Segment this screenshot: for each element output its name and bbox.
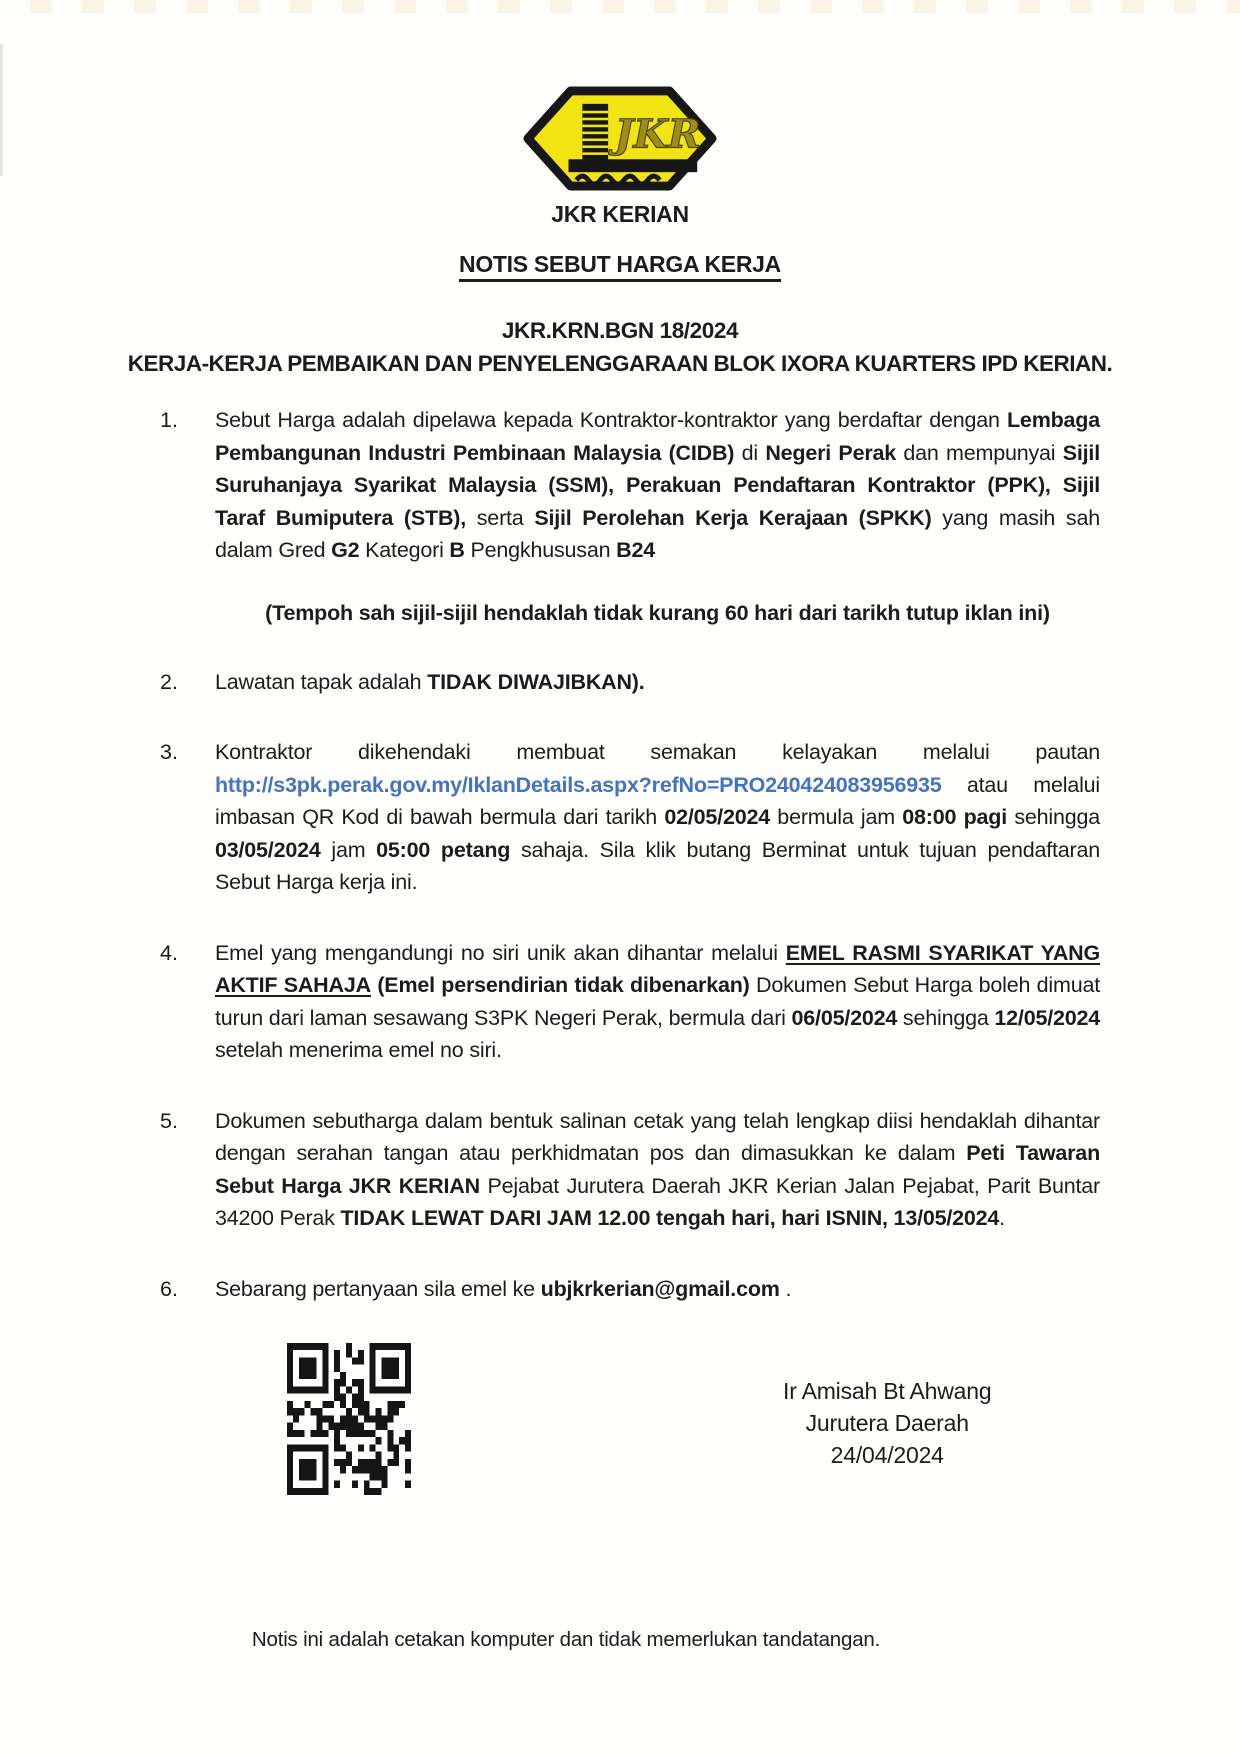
validity-note: (Tempoh sah sijil-sijil hendaklah tidak kurang 60 hari dari tarikh tutup iklan ini) <box>265 600 1050 625</box>
text-segment: 06/05/2024 <box>791 1005 898 1030</box>
text-segment: Dokumen sebutharga dalam bentuk salinan cetak yang telah lengkap diisi hendaklah dihantar dengan serahan tangan atau perkhidmatan pos dan dimasukkan ke dalam <box>215 1108 1100 1165</box>
list-item-text <box>215 404 1100 567</box>
text-segment: Peti Tawaran Sebut Harga JKR KERIAN <box>215 1141 1100 1198</box>
logo-jkr-text: JKR <box>614 111 701 158</box>
list-item-number: 1. <box>160 408 178 432</box>
text-segment: sehingga <box>897 1005 995 1030</box>
text-segment: serta <box>466 505 535 530</box>
text-segment: G2 <box>331 538 360 562</box>
signature-date: 24/04/2024 <box>830 1442 944 1468</box>
signature-block <box>783 1375 991 1471</box>
text-segment: Lawatan tapak adalah <box>215 669 428 694</box>
list-item <box>160 666 1100 699</box>
notice-header <box>0 0 1240 282</box>
list-item <box>160 404 1100 567</box>
list-item-number: 5. <box>160 1108 178 1133</box>
list-item-text <box>215 937 1100 1067</box>
text-segment: ubjkrkerian@gmail.com <box>540 1276 780 1301</box>
list-item-number: 3. <box>160 740 178 764</box>
text-segment: EMEL RASMI SYARIKAT YANG AKTIF SAHAJA <box>215 940 1100 997</box>
text-segment: sehingga <box>1007 805 1100 829</box>
list-item <box>160 1273 1100 1306</box>
text-segment: dan mempunyai <box>896 440 1063 465</box>
list-item <box>160 1105 1100 1235</box>
text-segment: 02/05/2024 <box>664 805 770 829</box>
signatory-title: Jurutera Daerah <box>805 1410 969 1436</box>
logo-beam <box>569 159 698 172</box>
list-item-number: 2. <box>160 669 178 694</box>
text-segment: Sijil Suruhanjaya Syarikat Malaysia (SSM), Perakuan Pendaftaran Kontraktor (PPK), Sijil Taraf Bumiputera (STB), <box>215 440 1100 530</box>
text-segment: 08:00 pagi <box>902 805 1007 829</box>
list-item <box>160 937 1100 1067</box>
text-segment: 05:00 petang <box>376 837 511 862</box>
list-item-text <box>215 736 1100 899</box>
qr-code-icon <box>287 1343 411 1495</box>
semakan-kelayakan-link[interactable]: http://s3pk.perak.gov.my/IklanDetails.aspx?refNo=PRO240424083956935 <box>215 772 942 797</box>
text-segment: yang masih sah dalam Gred <box>215 505 1100 562</box>
text-segment: B24 <box>616 538 655 562</box>
text-segment: Sijil Perolehan Kerja Kerajaan (SPKK) <box>534 505 932 530</box>
text-segment: Negeri Perak <box>765 440 897 465</box>
text-segment: Sebut Harga adalah dipelawa kepada Kontraktor-kontraktor yang berdaftar dengan <box>215 408 1007 432</box>
text-segment: Lembaga Pembangunan Industri Pembinaan Malaysia (CIDB) <box>215 408 1100 465</box>
list-item-number: 4. <box>160 940 178 965</box>
scan-artifact-left <box>0 44 3 176</box>
text-segment: jam <box>320 837 377 862</box>
list-item <box>160 736 1100 899</box>
list-item-number: 6. <box>160 1276 178 1301</box>
text-segment: bermula jam <box>769 805 903 829</box>
subject-line: KERJA-KERJA PEMBAIKAN DAN PENYELENGGARAAN BLOK IXORA KUARTERS IPD KERIAN. <box>127 351 1113 376</box>
text-segment: TIDAK DIWAJIBKAN). <box>427 669 645 694</box>
text-segment: TIDAK LEWAT DARI JAM 12.00 tengah hari, hari ISNIN, 13/05/2024 <box>340 1206 1000 1230</box>
text-segment: 12/05/2024 <box>994 1005 1101 1030</box>
list-item-text <box>215 666 1100 699</box>
text-segment: Dokumen Sebut Harga boleh dimuat turun dari laman sesawang S3PK Negeri Perak, bermula dari <box>215 973 1100 1030</box>
bottom-row <box>287 1343 1240 1495</box>
jkr-logo-icon <box>521 84 719 193</box>
signatory-name: Ir Amisah Bt Ahwang <box>783 1378 992 1404</box>
text-segment: 03/05/2024 <box>215 837 321 862</box>
text-segment: sahaja. Sila klik butang Berminat untuk tujuan pendaftaran Sebut Harga kerja ini. <box>215 837 1101 894</box>
text-segment: Emel yang mengandungi no siri unik akan dihantar melalui <box>215 940 786 965</box>
notice-items <box>160 404 1100 1305</box>
text-segment: setelah menerima emel no siri. <box>215 1038 502 1062</box>
text-segment: (Emel persendirian tidak dibenarkan) <box>377 973 750 997</box>
list-item-text <box>215 1273 1100 1306</box>
footer-note: Notis ini adalah cetakan komputer dan tidak memerlukan tandatangan. <box>251 1628 881 1651</box>
text-segment: atau melalui imbasan QR Kod di bawah bermula dari tarikh <box>215 772 1100 829</box>
text-segment: Kontraktor dikehendaki membuat semakan kelayakan melalui pautan <box>215 740 1100 764</box>
text-segment: Pejabat Jurutera Daerah JKR Kerian Jalan Pejabat, Parit Buntar 34200 Perak <box>215 1173 1101 1230</box>
text-segment: . <box>779 1276 792 1301</box>
text-segment: . <box>999 1206 1005 1230</box>
text-segment: Sebarang pertanyaan sila emel ke <box>215 1276 541 1301</box>
list-item-text <box>215 1105 1100 1235</box>
scan-artifact-top <box>0 0 1240 13</box>
org-name: JKR KERIAN <box>551 201 689 227</box>
text-segment: di <box>734 440 766 465</box>
doc-title: NOTIS SEBUT HARGA KERJA <box>459 251 781 282</box>
text-segment: Kategori <box>359 538 450 562</box>
text-segment: Pengkhususan <box>464 538 617 562</box>
reference-number: JKR.KRN.BGN 18/2024 <box>501 318 739 343</box>
text-segment: B <box>449 538 465 562</box>
